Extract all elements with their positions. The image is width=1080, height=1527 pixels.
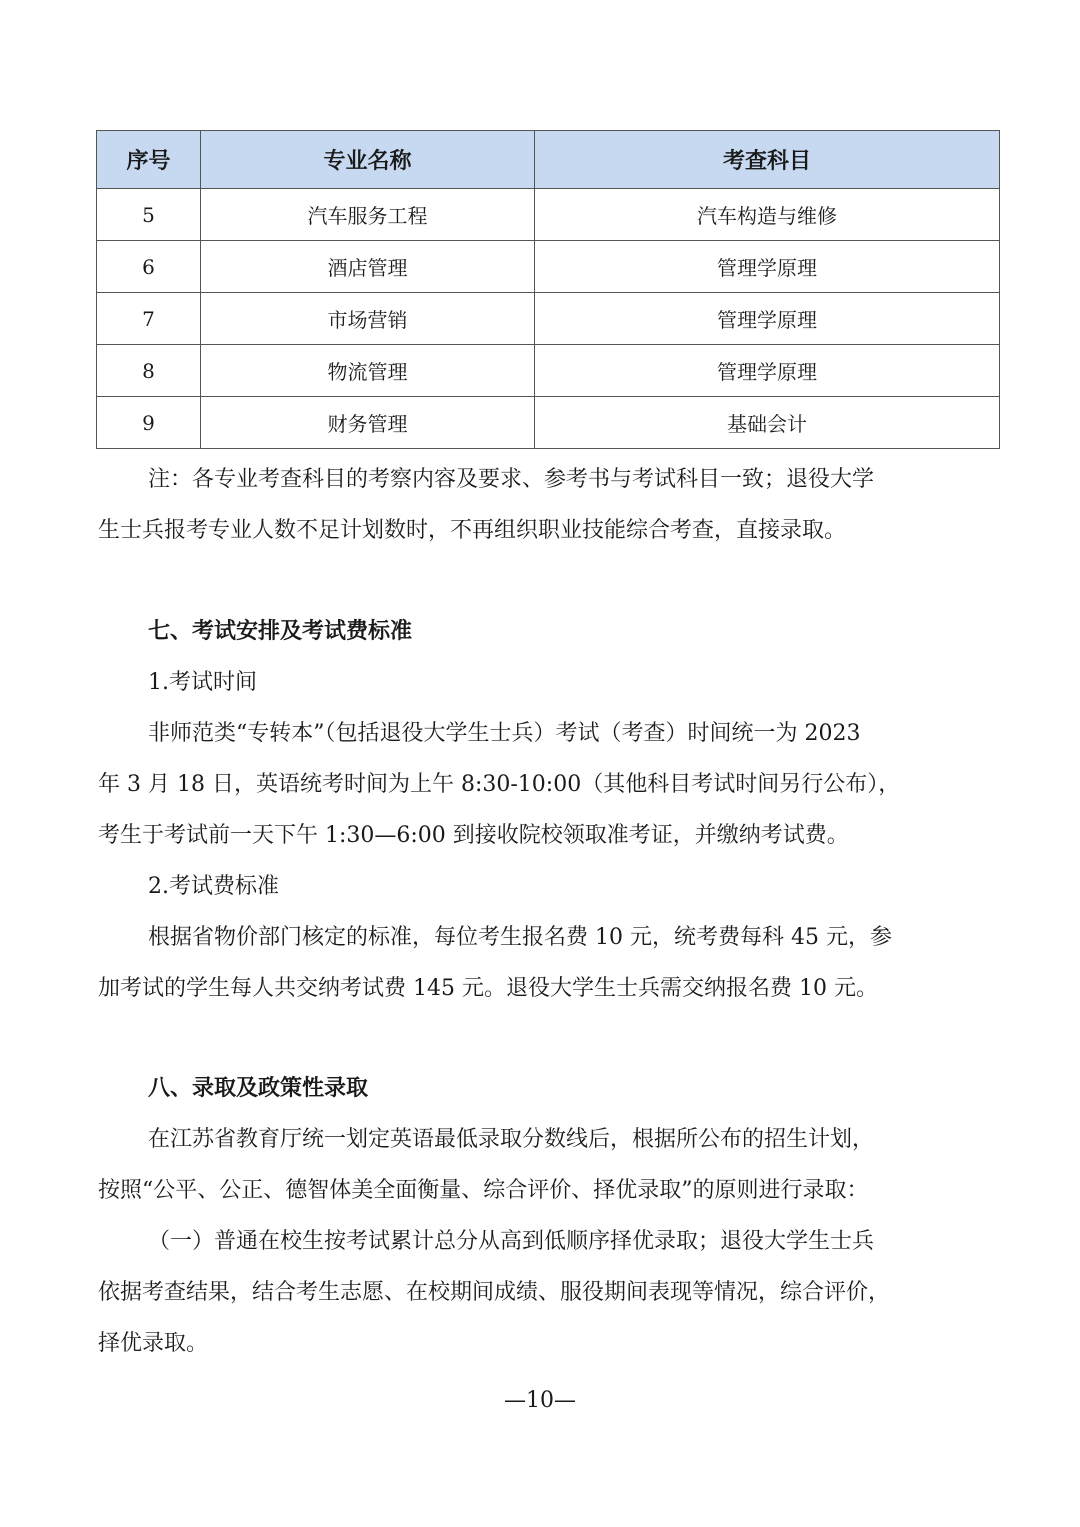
table-row (97, 397, 1000, 449)
fee-line-2: 加考试的学生每人共交纳考试费 145 元。退役大学生士兵需交纳报名费 10 元。 (98, 976, 878, 1001)
cell-major: 物流管理 (201, 345, 535, 397)
section-7-heading: 七、考试安排及考试费标准 (148, 619, 413, 644)
admission-p2-line-3: 择优录取。 (98, 1331, 209, 1356)
note-line-2: 生士兵报考专业人数不足计划数时，不再组织职业技能综合考查，直接录取。 (98, 518, 847, 543)
cell-subject: 汽车构造与维修 (535, 189, 1000, 241)
admission-p1-line-1: 在江苏省教育厅统一划定英语最低录取分数线后，根据所公布的招生计划， (148, 1127, 875, 1152)
cell-major: 酒店管理 (201, 241, 535, 293)
admission-p1-line-2: 按照“公平、公正、德智体美全面衡量、综合评价、择优录取”的原则进行录取： (98, 1178, 869, 1203)
admission-p2-line-1: （一）普通在校生按考试累计总分从高到低顺序择优录取；退役大学生士兵 (148, 1229, 875, 1254)
cell-subject: 管理学原理 (535, 293, 1000, 345)
cell-subject: 管理学原理 (535, 345, 1000, 397)
header-major: 专业名称 (201, 131, 535, 189)
fee-line-1: 根据省物价部门核定的标准，每位考生报名费 10 元，统考费每科 45 元，参 (148, 925, 892, 950)
cell-major: 汽车服务工程 (201, 189, 535, 241)
cell-index: 9 (97, 397, 201, 449)
table-row (97, 345, 1000, 397)
section-7-sub-2: 2.考试费标准 (148, 874, 279, 899)
header-subject: 考查科目 (535, 131, 1000, 189)
cell-index: 8 (97, 345, 201, 397)
exam-time-line-3: 考生于考试前一天下午 1:30—6:00 到接收院校领取准考证，并缴纳考试费。 (98, 823, 849, 848)
note-line-1: 注：各专业考查科目的考察内容及要求、参考书与考试科目一致；退役大学 (148, 467, 875, 492)
cell-index: 6 (97, 241, 201, 293)
cell-major: 市场营销 (201, 293, 535, 345)
cell-subject: 基础会计 (535, 397, 1000, 449)
table-row (97, 189, 1000, 241)
subjects-table (96, 130, 1000, 449)
admission-p2-line-2: 依据考查结果，结合考生志愿、在校期间成绩、服役期间表现等情况，综合评价， (98, 1280, 891, 1305)
cell-major: 财务管理 (201, 397, 535, 449)
page-number: —10— (504, 1388, 576, 1413)
table-row (97, 241, 1000, 293)
table-header-row (97, 131, 1000, 189)
table-row (97, 293, 1000, 345)
cell-subject: 管理学原理 (535, 241, 1000, 293)
section-7-sub-1: 1.考试时间 (148, 670, 257, 695)
exam-time-line-2: 年 3 月 18 日，英语统考时间为上午 8:30-10:00（其他科目考试时间另行公布）， (98, 772, 901, 797)
header-index: 序号 (97, 131, 201, 189)
cell-index: 5 (97, 189, 201, 241)
cell-index: 7 (97, 293, 201, 345)
exam-time-line-1: 非师范类“专转本”（包括退役大学生士兵）考试（考查）时间统一为 2023 (148, 721, 861, 746)
section-8-heading: 八、录取及政策性录取 (148, 1076, 369, 1101)
